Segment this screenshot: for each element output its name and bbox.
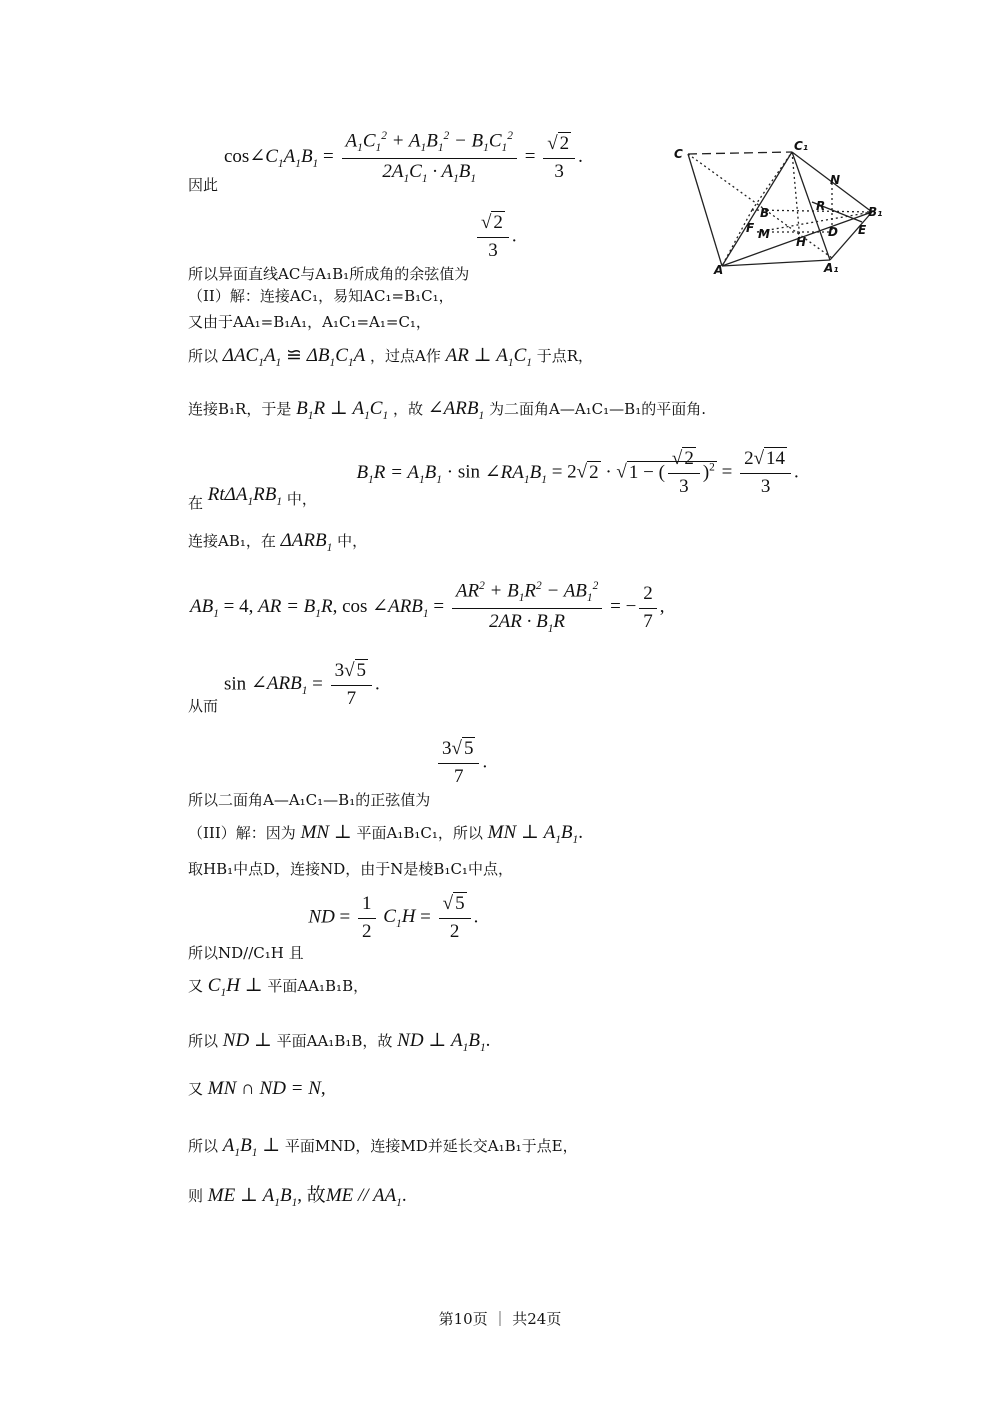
line-16-pre: 又 <box>188 1080 204 1098</box>
line-17-pre: 所以 <box>188 1137 219 1155</box>
figure-label-a1: A₁ <box>824 261 839 275</box>
text-line-3: （II）解：连接AC₁，易知AC₁=B₁C₁， <box>188 287 454 305</box>
line-15-mid: 平面AA₁B₁B，故 <box>276 1032 393 1050</box>
figure-label-b1: B₁ <box>868 205 883 219</box>
text-line-18: 则 ME ⊥ $A_1B_1$, 故ME // $AA_1$. <box>188 1185 407 1209</box>
page-footer: 第10页 ｜ 共24页 <box>438 1310 562 1328</box>
text-line-5: 所以 $\Delta AC_1A_1$ ≌ $\Delta B_1C_1A$ ，过点A作 AR ⊥ $A_1C_1$ 于点R， <box>188 345 594 369</box>
text-line-12: 取HB₁中点D，连接ND，由于N是棱B₁C₁中点， <box>188 860 513 878</box>
text-line-11: （III）解：因为 MN ⊥ 平面A₁B₁C₁，所以 MN ⊥ $A_1B_1$. <box>188 822 583 846</box>
ab1-formula: $AB_1 = 4$, AR = $B_1R$, $\cos \angle ARB_1$ = $\frac{AR^2 + B_1R^2 - AB_1^2}{2AR \cdot B_1R}$ = − $\frac{2}{7}$ , <box>190 580 665 635</box>
text-line-16: 又 MN ∩ ND = N, <box>188 1078 326 1099</box>
figure-label-a: A <box>714 263 724 277</box>
text-line-4: 又由于AA₁=B₁A₁，A₁C₁=A₁=C₁， <box>188 313 431 331</box>
text-line-8: 连接AB₁，在 $\Delta ARB_1$ 中， <box>188 530 368 554</box>
text-line-17: 所以 $A_1B_1$ ⊥ 平面MND，连接MD并延长交A₁B₁于点E， <box>188 1135 578 1159</box>
sin-formula: $\sin \angle ARB_1$ = $\frac{3√ 5}{7}$ . <box>224 660 380 709</box>
text-line-14: 又 $C_1H$ ⊥ 平面AA₁B₁B， <box>188 975 369 999</box>
text-line-13: 所以ND//C₁H 且 ND = $\frac{1}{2}$ $C_1H$ = $\frac{√ 5}{2}$ . <box>188 893 479 963</box>
line-5-pre: 所以 <box>188 347 219 365</box>
text-line-10: 所以二面角A—A₁C₁—B₁的正弦值为 $\frac{3√ 5}{7}$ . <box>188 738 488 810</box>
cos-angle-formula: $\cos\angle C_1A_1B_1$ = $\frac{A_1C_1^2 + A_1B_1^2 - B_1C_1^2}{2A_1C_1 \cdot A_1B_1}$ = $\frac{√ 2}{3}$ . <box>224 130 583 185</box>
line-15-pre: 所以 <box>188 1032 219 1050</box>
text-line-6: 连接B₁R，于是 $B_1R$ ⊥ $A_1C_1$ ，故 $\angle ARB_1$ 为二面角A—A₁C₁—B₁的平面角. <box>188 398 706 422</box>
figure-label-r: R <box>816 199 826 213</box>
line-10-text: 所以二面角A—A₁C₁—B₁的正弦值为 <box>188 791 431 810</box>
prism-figure <box>672 132 892 277</box>
figure-label-c1: C₁ <box>794 139 809 153</box>
figure-label-b: B <box>760 206 770 220</box>
figure-label-f: F <box>746 221 755 235</box>
line-7-mid: 中， <box>286 489 317 508</box>
text-line-15: 所以 ND ⊥ 平面AA₁B₁B，故 ND ⊥ $A_1B_1$. <box>188 1030 491 1054</box>
text-line-9: 从而 <box>188 697 219 715</box>
line-2-text: 所以异面直线AC与A₁B₁所成角的余弦值为 <box>188 265 470 284</box>
line-11-pre: （III）解：因为 <box>188 824 296 842</box>
figure-label-c: C <box>674 147 683 161</box>
text-line-1: 因此 <box>188 176 219 194</box>
line-14-pre: 又 <box>188 977 204 995</box>
text-line-7: 在 $Rt\Delta A_1RB_1$ 中， $B_1R = A_1B_1 \cdot \sin$ $\angle RA_1B_1 = 2√$ 2 · √ 1 − ( $\frac{√ 2}{3}$ )$^2$ = $\frac{2√ 14}{3}$ . <box>188 448 799 512</box>
figure-label-m: M <box>758 227 770 241</box>
figure-label-d: D <box>828 225 838 239</box>
line-11-mid: 平面A₁B₁C₁，所以 <box>356 824 483 842</box>
line-6-pre: 连接B₁R，于是 <box>188 400 292 418</box>
text-line-2: 所以异面直线AC与A₁B₁所成角的余弦值为 $\frac{√ 2}{3}$ . <box>188 212 517 284</box>
figure-label-n: N <box>830 173 841 187</box>
line-6-post: 为二面角A—A₁C₁—B₁的平面角. <box>489 400 706 418</box>
line-6-mid: ，故 <box>392 400 423 418</box>
line-18-pre: 则 <box>188 1187 204 1205</box>
figure-label-h: H <box>796 235 807 249</box>
line-8-post: 中， <box>337 532 368 550</box>
line-5-post: 于点R， <box>536 347 594 365</box>
line-17-post: 平面MND，连接MD并延长交A₁B₁于点E， <box>284 1137 578 1155</box>
line-8-pre: 连接AB₁，在 <box>188 532 276 550</box>
figure-label-e: E <box>858 223 867 237</box>
line-7-pre: 在 <box>188 493 204 512</box>
line-13-text: 所以ND//C₁H 且 <box>188 944 304 963</box>
line-5-mid: ，过点A作 <box>369 347 441 365</box>
line-14-post: 平面AA₁B₁B， <box>267 977 369 995</box>
